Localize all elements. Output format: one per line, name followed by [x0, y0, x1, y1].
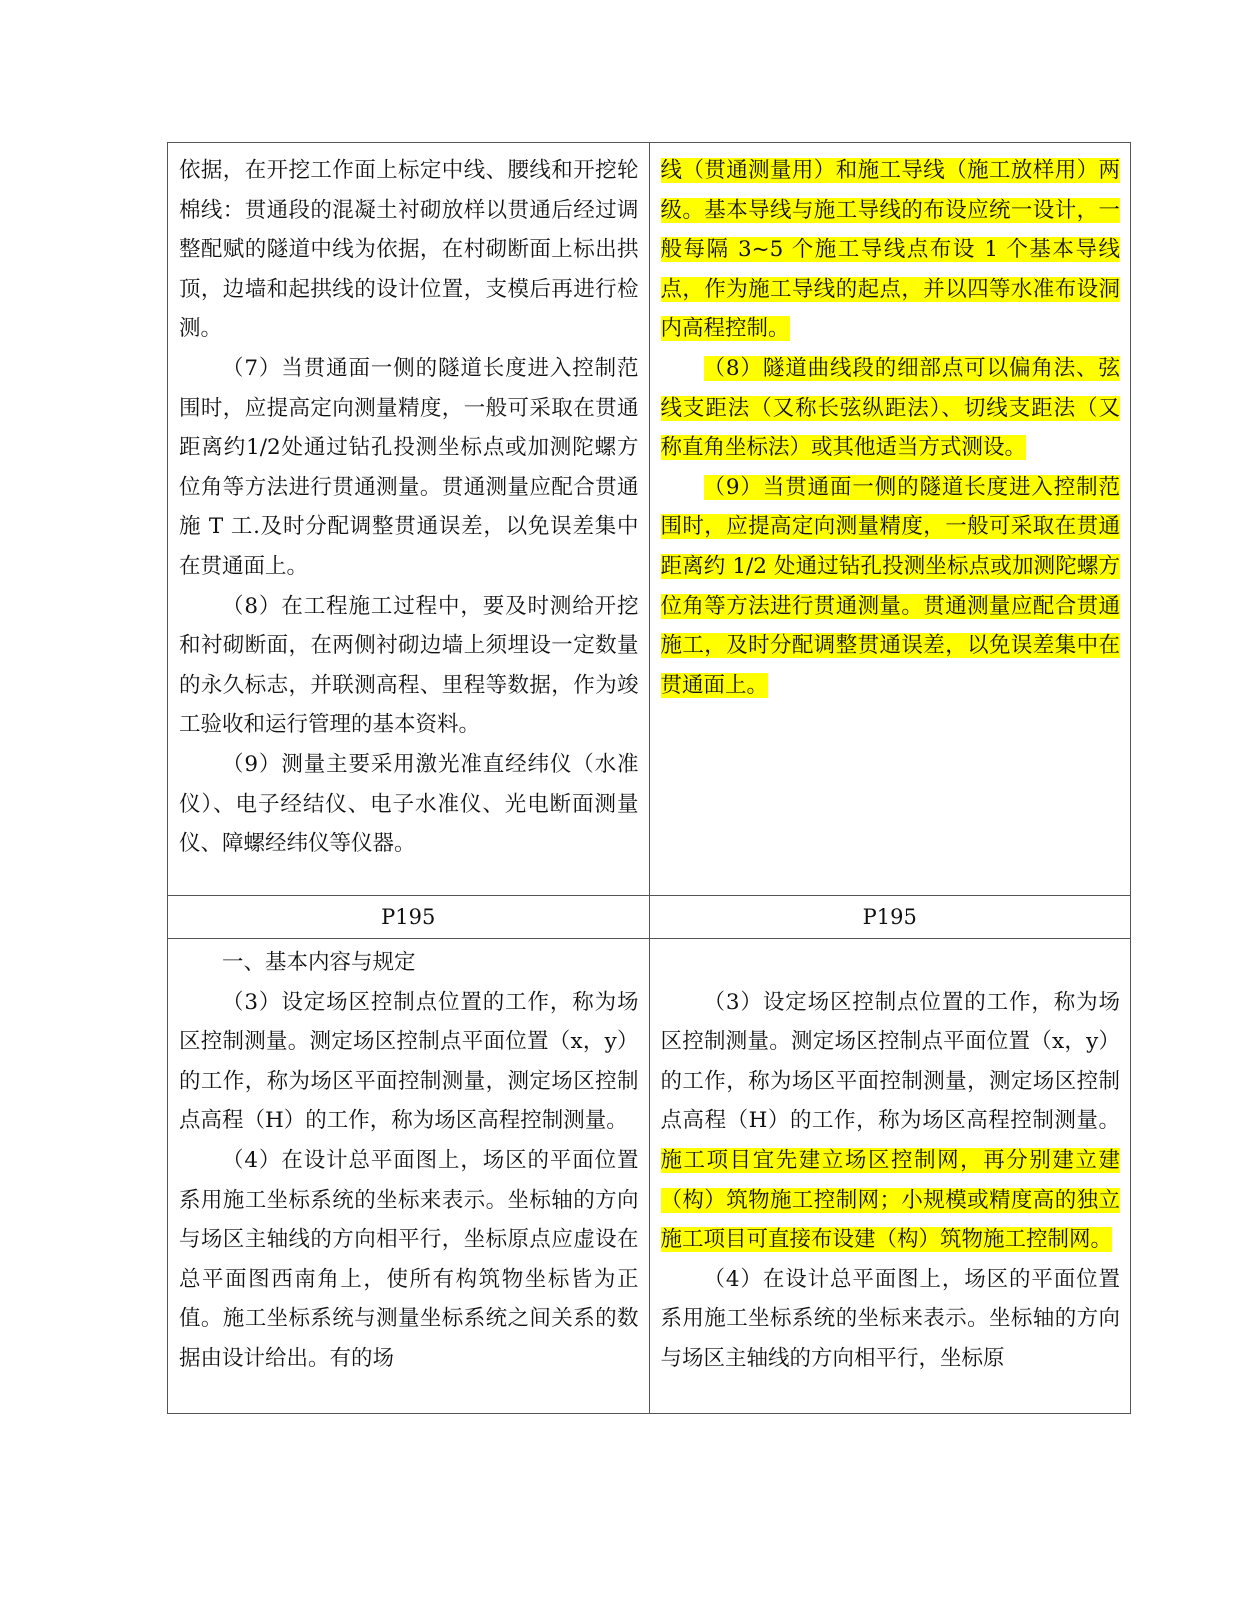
paragraph-item-3: （3）设定场区控制点位置的工作，称为场区控制测量。测定场区控制点平面位置（x，y）的工作，称为场区平面控制测量，测定场区控制点高程（H）的工作，称为场区高程控制测量。 — [179, 989, 639, 1134]
unchanged-text: （3）设定场区控制点位置的工作，称为场区控制测量。测定场区控制点平面位置（x，y）的工作，称为场区平面控制测量，测定场区控制点高程（H）的工作，称为场区高程控制测量。 — [660, 989, 1120, 1134]
paragraph-item-7: （7）当贯通面一侧的隧道长度进入控制范围时，应提高定向测量精度，一般可采取在贯通距离约1/2处通过钻孔投测坐标点或加测陀螺方位角等方法进行贯通测量。贯通测量应配合贯通施 T 工.及时分配调整贯通误差，以免误差集中在贯通面上。 — [179, 355, 639, 579]
table-row-content-2 — [168, 939, 1131, 1414]
paragraph-item-8-highlighted — [661, 349, 1121, 468]
comparison-table — [167, 142, 1131, 1414]
highlight-mark: （8）隧道曲线段的细部点可以偏角法、弦线支距法（又称长弦纵距法）、切线支距法（又称直角坐标法）或其他适当方式测设。 — [660, 355, 1120, 461]
table-row-page-ref — [168, 896, 1131, 939]
comparison-document — [167, 142, 1131, 1416]
paragraph-item-4: （4）在设计总平面图上，场区的平面位置系用施工坐标系统的坐标来表示。坐标轴的方向与场区主轴线的方向相平行，坐标原点应虚设在总平面图西南角上，使所有构筑物坐标皆为正值。施工坐标系统与测量坐标系统之间关系的数据由设计给出。有的场 — [179, 1147, 639, 1371]
paragraph-continuation: 依据，在开挖工作面上标定中线、腰线和开挖轮棉线：贯通段的混凝土衬砌放样以贯通后经过调整配赋的隧道中线为依据，在村砌断面上标出拱顶，边墙和起拱线的设计位置，支模后再进行检测。 — [179, 158, 639, 342]
cell-page-ref-left — [168, 896, 650, 939]
cell-left-original — [168, 143, 650, 896]
paragraph-item-9-highlighted — [661, 468, 1121, 706]
page-reference: P195 — [862, 905, 917, 929]
highlight-mark: （9）当贯通面一侧的隧道长度进入控制范围时，应提高定向测量精度，一般可采取在贯通距离约 1/2 处通过钻孔投测坐标点或加测陀螺方位角等方法进行贯通测量。贯通测量应配合贯通施工，及时分配调整贯通误差，以免误差集中在贯通面上。 — [660, 474, 1120, 698]
cell-right-revised-2 — [649, 939, 1131, 1414]
paragraph-item-3-revised — [661, 983, 1121, 1260]
section-heading: 一、基本内容与规定 — [222, 950, 416, 975]
paragraph-item-8: （8）在工程施工过程中，要及时测给开挖和衬砌断面，在两侧衬砌边墙上须埋设一定数量的永久标志，并联测高程、里程等数据，作为竣工验收和运行管理的基本资料。 — [179, 593, 639, 738]
paragraph-item-4-revised: （4）在设计总平面图上，场区的平面位置系用施工坐标系统的坐标来表示。坐标轴的方向与场区主轴线的方向相平行，坐标原 — [660, 1266, 1120, 1371]
cell-left-original-2 — [168, 939, 650, 1414]
paragraph-item-9: （9）测量主要采用激光准直经纬仪（水准仪）、电子经结仪、电子水准仪、光电断面测量仪、障螺经纬仪等仪器。 — [179, 751, 639, 857]
highlight-mark: 施工项目宜先建立场区控制网，再分别建立建（构）筑物施工控制网；小规模或精度高的独立施工项目可直接布设建（构）筑物施工控制网。 — [660, 1147, 1120, 1253]
cell-right-revised — [649, 143, 1131, 896]
table-row-content-1 — [168, 143, 1131, 896]
cell-page-ref-right — [649, 896, 1131, 939]
paragraph-continuation-highlighted — [661, 151, 1121, 349]
highlight-mark: 线（贯通测量用）和施工导线（施工放样用）两级。基本导线与施工导线的布设应统一设计，一般每隔 3~5 个施工导线点布设 1 个基本导线点，作为施工导线的起点，并以四等水准布设洞内高程控制。 — [660, 158, 1120, 342]
page-reference: P195 — [381, 905, 436, 929]
